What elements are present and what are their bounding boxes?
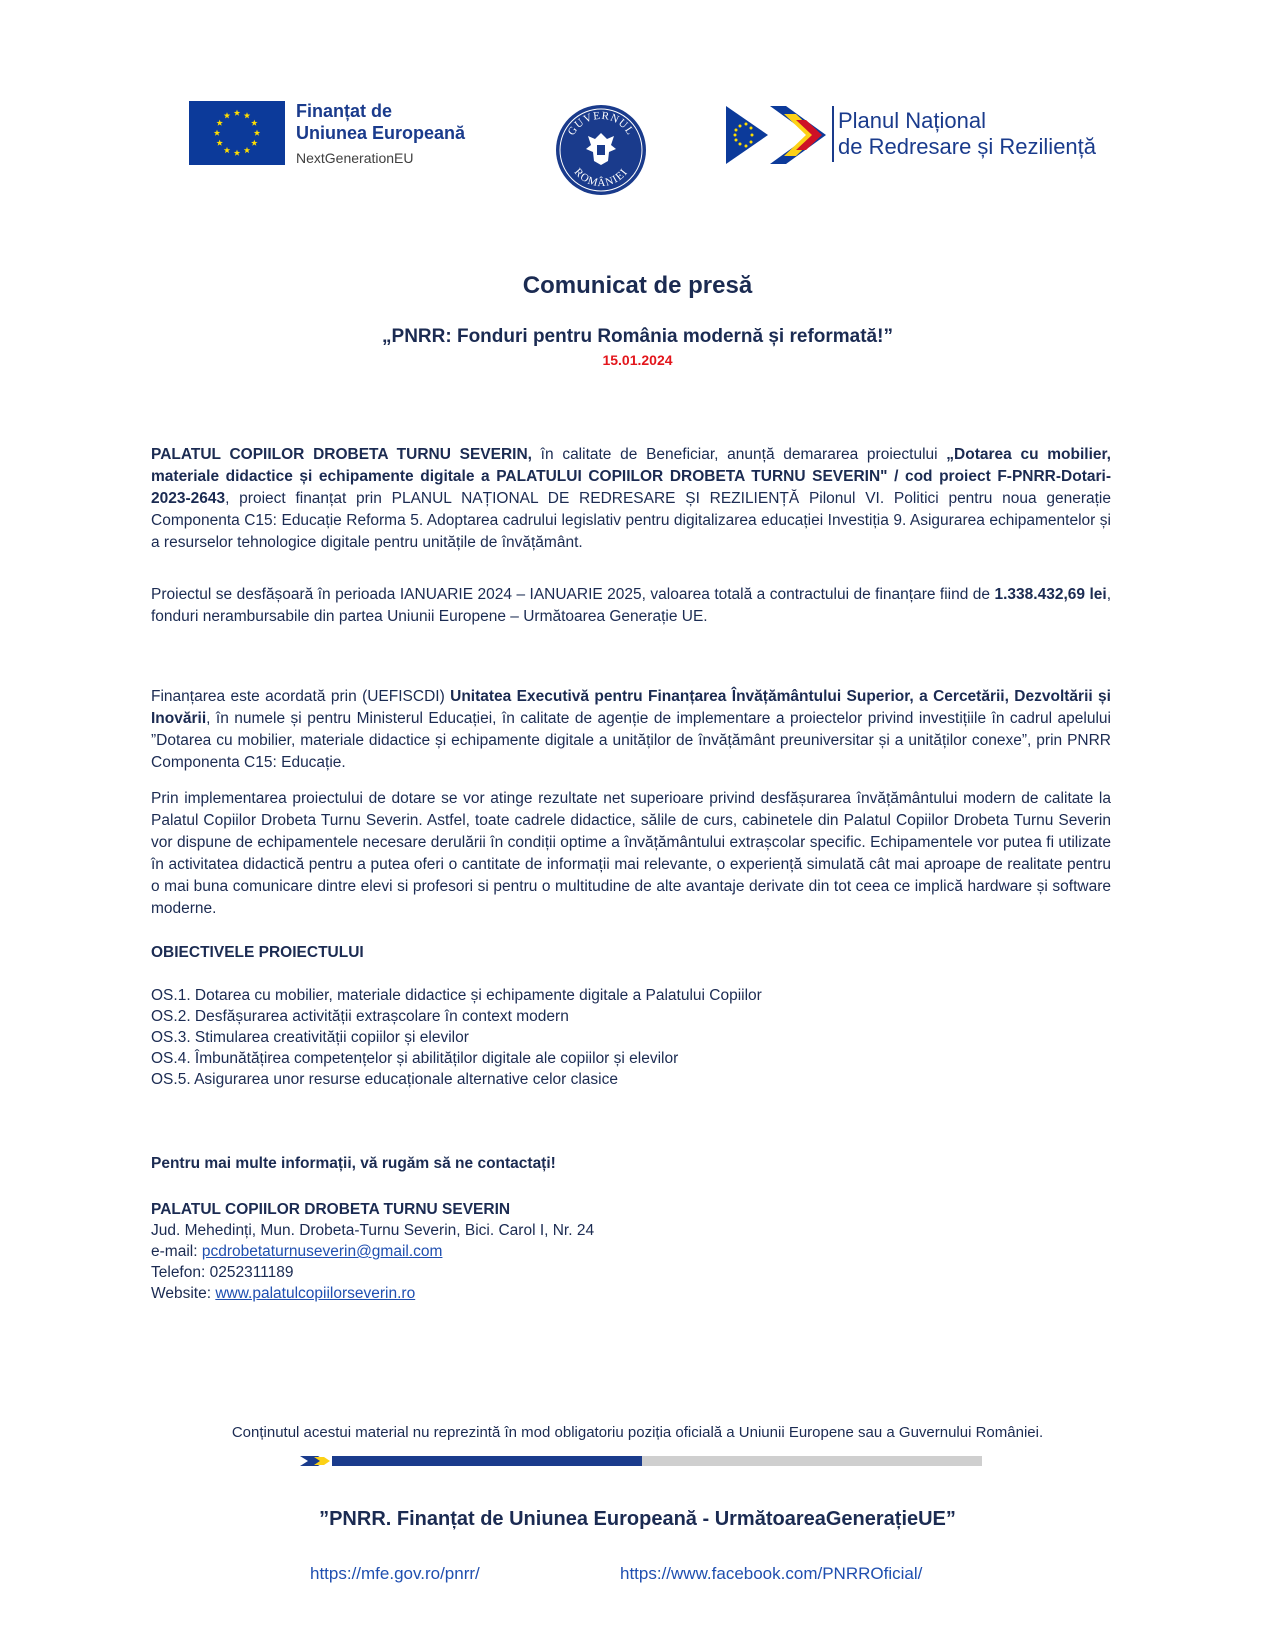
footer-link-facebook[interactable]: https://www.facebook.com/PNRROficial/	[620, 1564, 923, 1583]
page-title: Comunicat de presă	[522, 272, 753, 299]
intro-text-2: , proiect finanțat prin PLANUL NAȚIONAL DE REDRESARE ȘI REZILIENȚĂ Pilonul VI. Politici pentru noua generație Componenta C15: Educație Reforma 5. Adoptarea cadrului legislativ pentru digitalizarea educației Investiția 9. Asigurarea echipamentelor și a resurselor tehnologice digitale pentru unitățile de învățământ.	[151, 490, 1111, 551]
eu-star-icon	[244, 147, 250, 153]
contract-value: 1.338.432,69 lei	[994, 586, 1107, 603]
eu-star-icon	[214, 130, 220, 136]
footer-disclaimer: Conținutul acestui material nu reprezintă în mod obligatoriu poziția oficială a Uniunii Europene sau a Guvernului României.	[231, 1424, 1044, 1441]
eu-star-icon	[234, 150, 240, 156]
objective-item: OS.3. Stimularea creativității copiilor și elevilor	[151, 1029, 469, 1046]
objectives-heading: OBIECTIVELE PROIECTULUI	[151, 944, 364, 961]
contact-block	[151, 1199, 594, 1304]
eu-star-icon	[224, 112, 230, 118]
objective-item: OS.5. Asigurarea unor resurse educaționale alternative celor clasice	[151, 1071, 618, 1088]
eu-flag-logo	[189, 101, 285, 165]
pnrr-logo	[726, 106, 826, 164]
funding-text-2: , în numele și pentru Ministerul Educației, în calitate de agenție de implementare a proiectelor privind investițiile în cadrul apelului ”Dotarea cu mobilier, materiale didactice și echipamente digitale a unităților de învățământ preuniversitar și a unităților conexe”, prin PNRR Componenta C15: Educație.	[151, 710, 1111, 771]
pnrr-label	[838, 108, 1096, 160]
paragraph-intro	[151, 444, 1111, 554]
contact-cta: Pentru mai multe informații, vă rugăm să ne contactați!	[151, 1155, 556, 1172]
seal-bottom-text: ROMÂNIEI	[571, 166, 631, 190]
contact-website-line	[151, 1283, 594, 1304]
paragraph-results: Prin implementarea proiectului de dotare se vor atinge rezultate net superioare privind desfășurarea învățământului modern de calitate la Palatul Copiilor Drobeta Turnu Severin. Astfel, toate cadrele didactice, sălile de curs, cabinetele din Palatul Copiilor Drobeta Turnu Severin vor dispune de echipamentele necesare derulării în condiții optime a învățământului extrașcolar specific. Echipamentele vor putea fi utilizate în activitatea didactică pentru a putea oferi o cantitate de informații mai relevante, o experiență simulată cât mai aproape de realitate pentru o mai buna comunicare dintre elevi si profesori si pentru o multitudine de alte avantaje derivate din tot ceea ce implică hardware și software moderne.	[151, 790, 1111, 917]
contact-email-line	[151, 1241, 594, 1262]
seal-top-text: GUVERNUL	[565, 109, 637, 138]
footer-decorative-bar	[300, 1456, 982, 1466]
funding-agency: Unitatea Executivă pentru Finanțarea Învățământului Superior, a Cercetării, Dezvoltării și Inovării	[151, 688, 1111, 727]
phone-value: 0252311189	[209, 1264, 294, 1281]
funding-text-1: Finanțarea este acordată prin (UEFISCDI)	[151, 688, 451, 705]
phone-label: Telefon:	[151, 1264, 210, 1281]
email-link[interactable]: pcdrobetaturnuseverin@gmail.com	[201, 1243, 443, 1260]
pnrr-label-line1: Planul Național	[838, 108, 986, 133]
pnrr-label-line2: de Redresare și Reziliență	[838, 134, 1097, 159]
eu-stars-icon	[189, 101, 285, 165]
pnrr-eu-triangle-icon	[726, 106, 768, 164]
beneficiary-name: PALATUL COPIILOR DROBETA TURNU SEVERIN,	[151, 446, 532, 463]
email-label: e-mail:	[151, 1243, 202, 1260]
press-release-date: 15.01.2024	[602, 352, 673, 368]
eu-star-icon	[244, 112, 250, 118]
paragraph-period	[151, 584, 1111, 628]
objective-item: OS.1. Dotarea cu mobilier, materiale didactice și echipamente digitale a Palatului Copiilor	[151, 987, 762, 1004]
objectives-list	[151, 985, 762, 1090]
eu-star-icon	[216, 120, 222, 126]
period-text-2: , fonduri nerambursabile din partea Uniunii Europene – Următoarea Generație UE.	[151, 586, 1111, 625]
eu-label-line3: NextGenerationEU	[296, 150, 414, 166]
government-seal-logo	[554, 103, 648, 197]
eu-star-icon	[216, 140, 222, 146]
intro-text-1: în calitate de Beneficiar, anunță demararea proiectului	[531, 446, 947, 463]
contact-phone-line	[151, 1262, 594, 1283]
eu-star-icon	[254, 130, 260, 136]
project-title: „Dotarea cu mobilier, materiale didactice și echipamente digitale a PALATULUI COPIILOR DROBETA TURNU SEVERIN" / cod proiect F-PNRR-Dotari-2023-2643	[151, 446, 1111, 507]
eu-star-icon	[234, 110, 240, 116]
website-label: Website:	[151, 1285, 216, 1302]
period-text-1: Proiectul se desfășoară în perioada IANUARIE 2024 – IANUARIE 2025, valoarea totală a contractului de finanțare fiind de	[151, 586, 995, 603]
eu-star-icon	[251, 140, 257, 146]
footer-link-mfe[interactable]: https://mfe.gov.ro/pnrr/	[310, 1564, 480, 1583]
contact-org: PALATUL COPIILOR DROBETA TURNU SEVERIN	[151, 1201, 511, 1218]
footer-slogan: ”PNRR. Finanțat de Uniunea Europeană - UrmătoareaGenerațieUE”	[319, 1508, 956, 1530]
contact-address: Jud. Mehedinți, Mun. Drobeta-Turnu Severin, Bici. Carol I, Nr. 24	[151, 1222, 595, 1239]
objective-item: OS.2. Desfășurarea activității extrașcolare în context modern	[151, 1008, 569, 1025]
objective-item: OS.4. Îmbunătățirea competențelor și abilităților digitale ale copiilor și elevilor	[151, 1050, 679, 1067]
page-subtitle: „PNRR: Fonduri pentru România modernă și reformată!”	[382, 326, 893, 347]
eu-star-icon	[251, 120, 257, 126]
pnrr-divider	[832, 106, 834, 162]
eu-funding-label	[296, 100, 465, 168]
eu-label-line2: Uniunea Europeană	[296, 123, 466, 143]
website-link[interactable]: www.palatulcopiilorseverin.ro	[215, 1285, 416, 1302]
eu-star-icon	[224, 147, 230, 153]
paragraph-funding	[151, 686, 1111, 774]
eu-label-line1: Finanțat de	[296, 101, 393, 121]
